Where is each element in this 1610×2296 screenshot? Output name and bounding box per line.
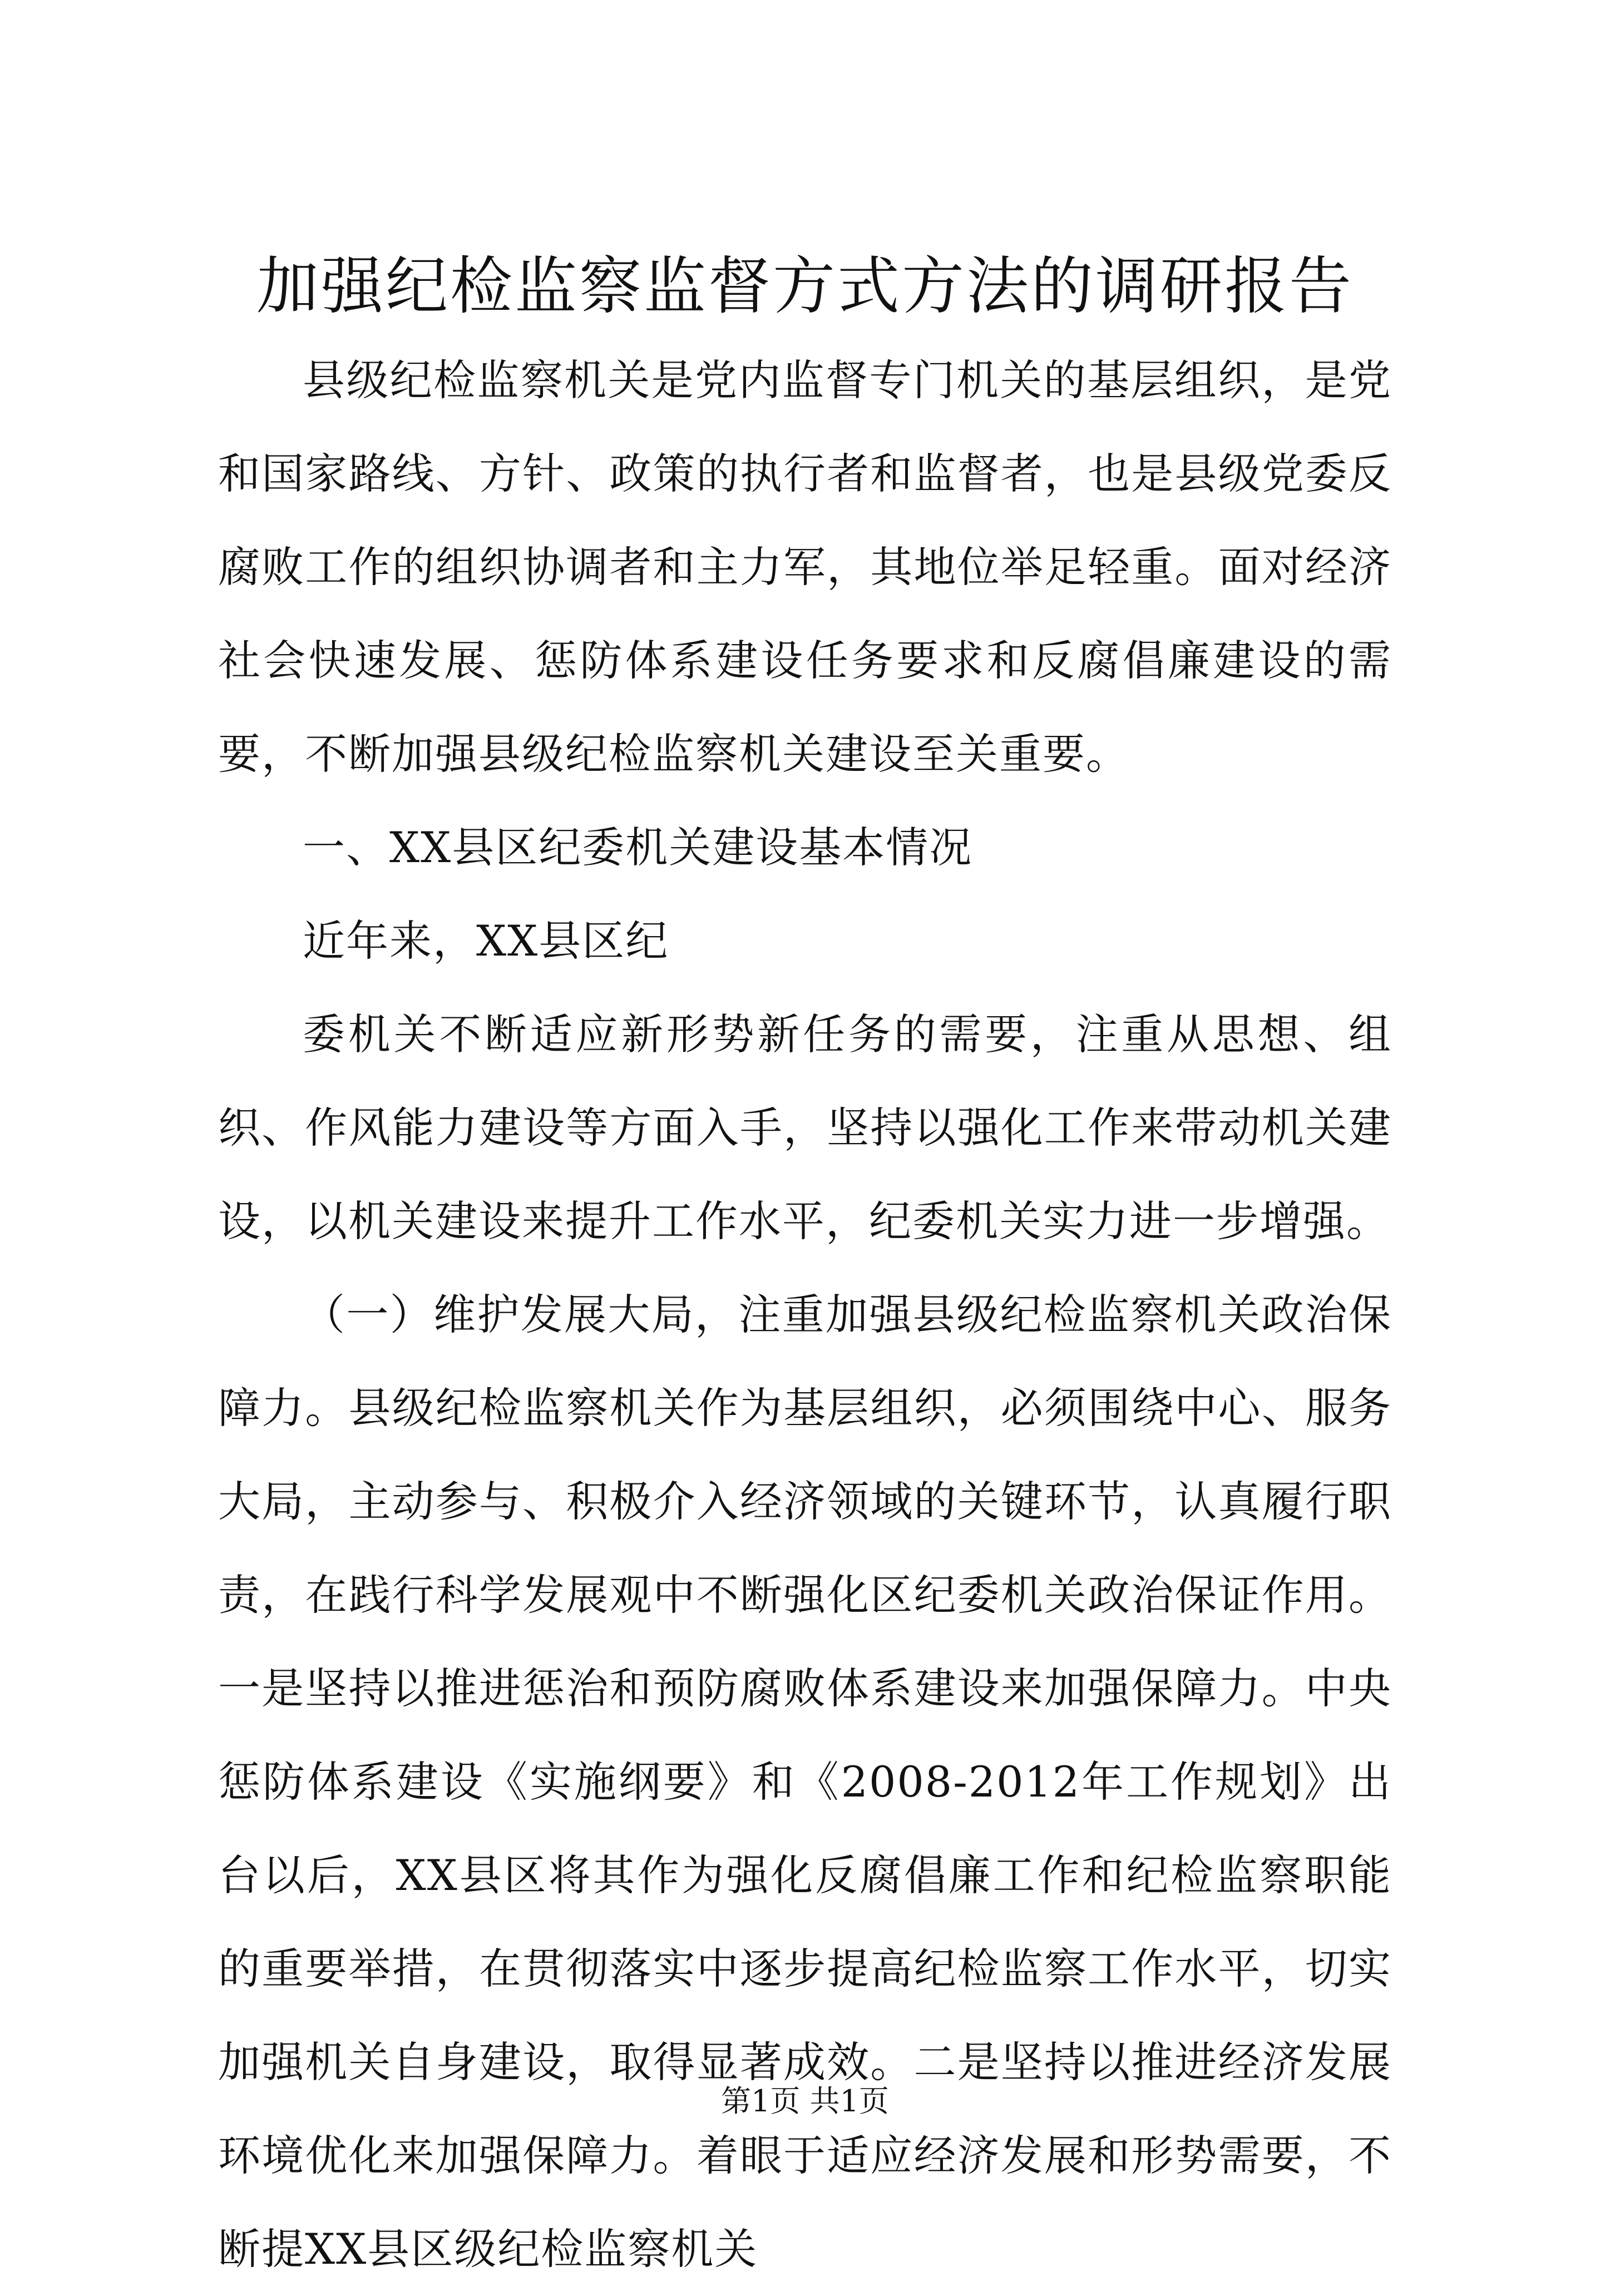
section-heading: 一、XX县区纪委机关建设基本情况 xyxy=(303,823,973,872)
paragraph-subsection-one: （一）维护发展大局，注重加强县级纪检监察机关政治保障力。县级纪检监察机关作为基层组织，必须围绕中心、服务大局，主动参与、积极介入经济领域的关键环节，认真履行职责，在践行科学发展观中不断强化区纪委机关政治保证作用。一是坚持以推进惩治和预防腐败体系建设来加强保障力。中央惩防体系建设《实施纲要》和《2008-2012年工作规划》出台以后，XX县区将其作为强化反腐倡廉工作和纪检监察职能的重要举措，在贯彻落实中逐步提高纪检监察工作水平，切实加强机关自身建设，取得显著成效。二是坚持以推进经济发展环境优化来加强保障力。着眼于适应经济发展和形势需要，不断提XX县区级纪检监察机关 xyxy=(218,1290,1392,2274)
document-body xyxy=(218,334,1392,2296)
paragraph-intro: 县级纪检监察机关是党内监督专门机关的基层组织，是党和国家路线、方针、政策的执行者和监督者，也是县级党委反腐败工作的组织协调者和主力军，其地位举足轻重。面对经济社会快速发展、惩防体系建设任务要求和反腐倡廉建设的需要，不断加强县级纪检监察机关建设至关重要。 xyxy=(218,355,1392,779)
paragraph-fragment: 近年来，XX县区纪 xyxy=(303,916,669,966)
document-title: 加强纪检监察监督方式方法的调研报告 xyxy=(256,250,1354,323)
page-footer: 第1页 共1页 xyxy=(721,2084,889,2119)
paragraph-continuation: 委机关不断适应新形势新任务的需要，注重从思想、组织、作风能力建设等方面入手，坚持以强化工作来带动机关建设，以机关建设来提升工作水平，纪委机关实力进一步增强。 xyxy=(218,1010,1392,1246)
